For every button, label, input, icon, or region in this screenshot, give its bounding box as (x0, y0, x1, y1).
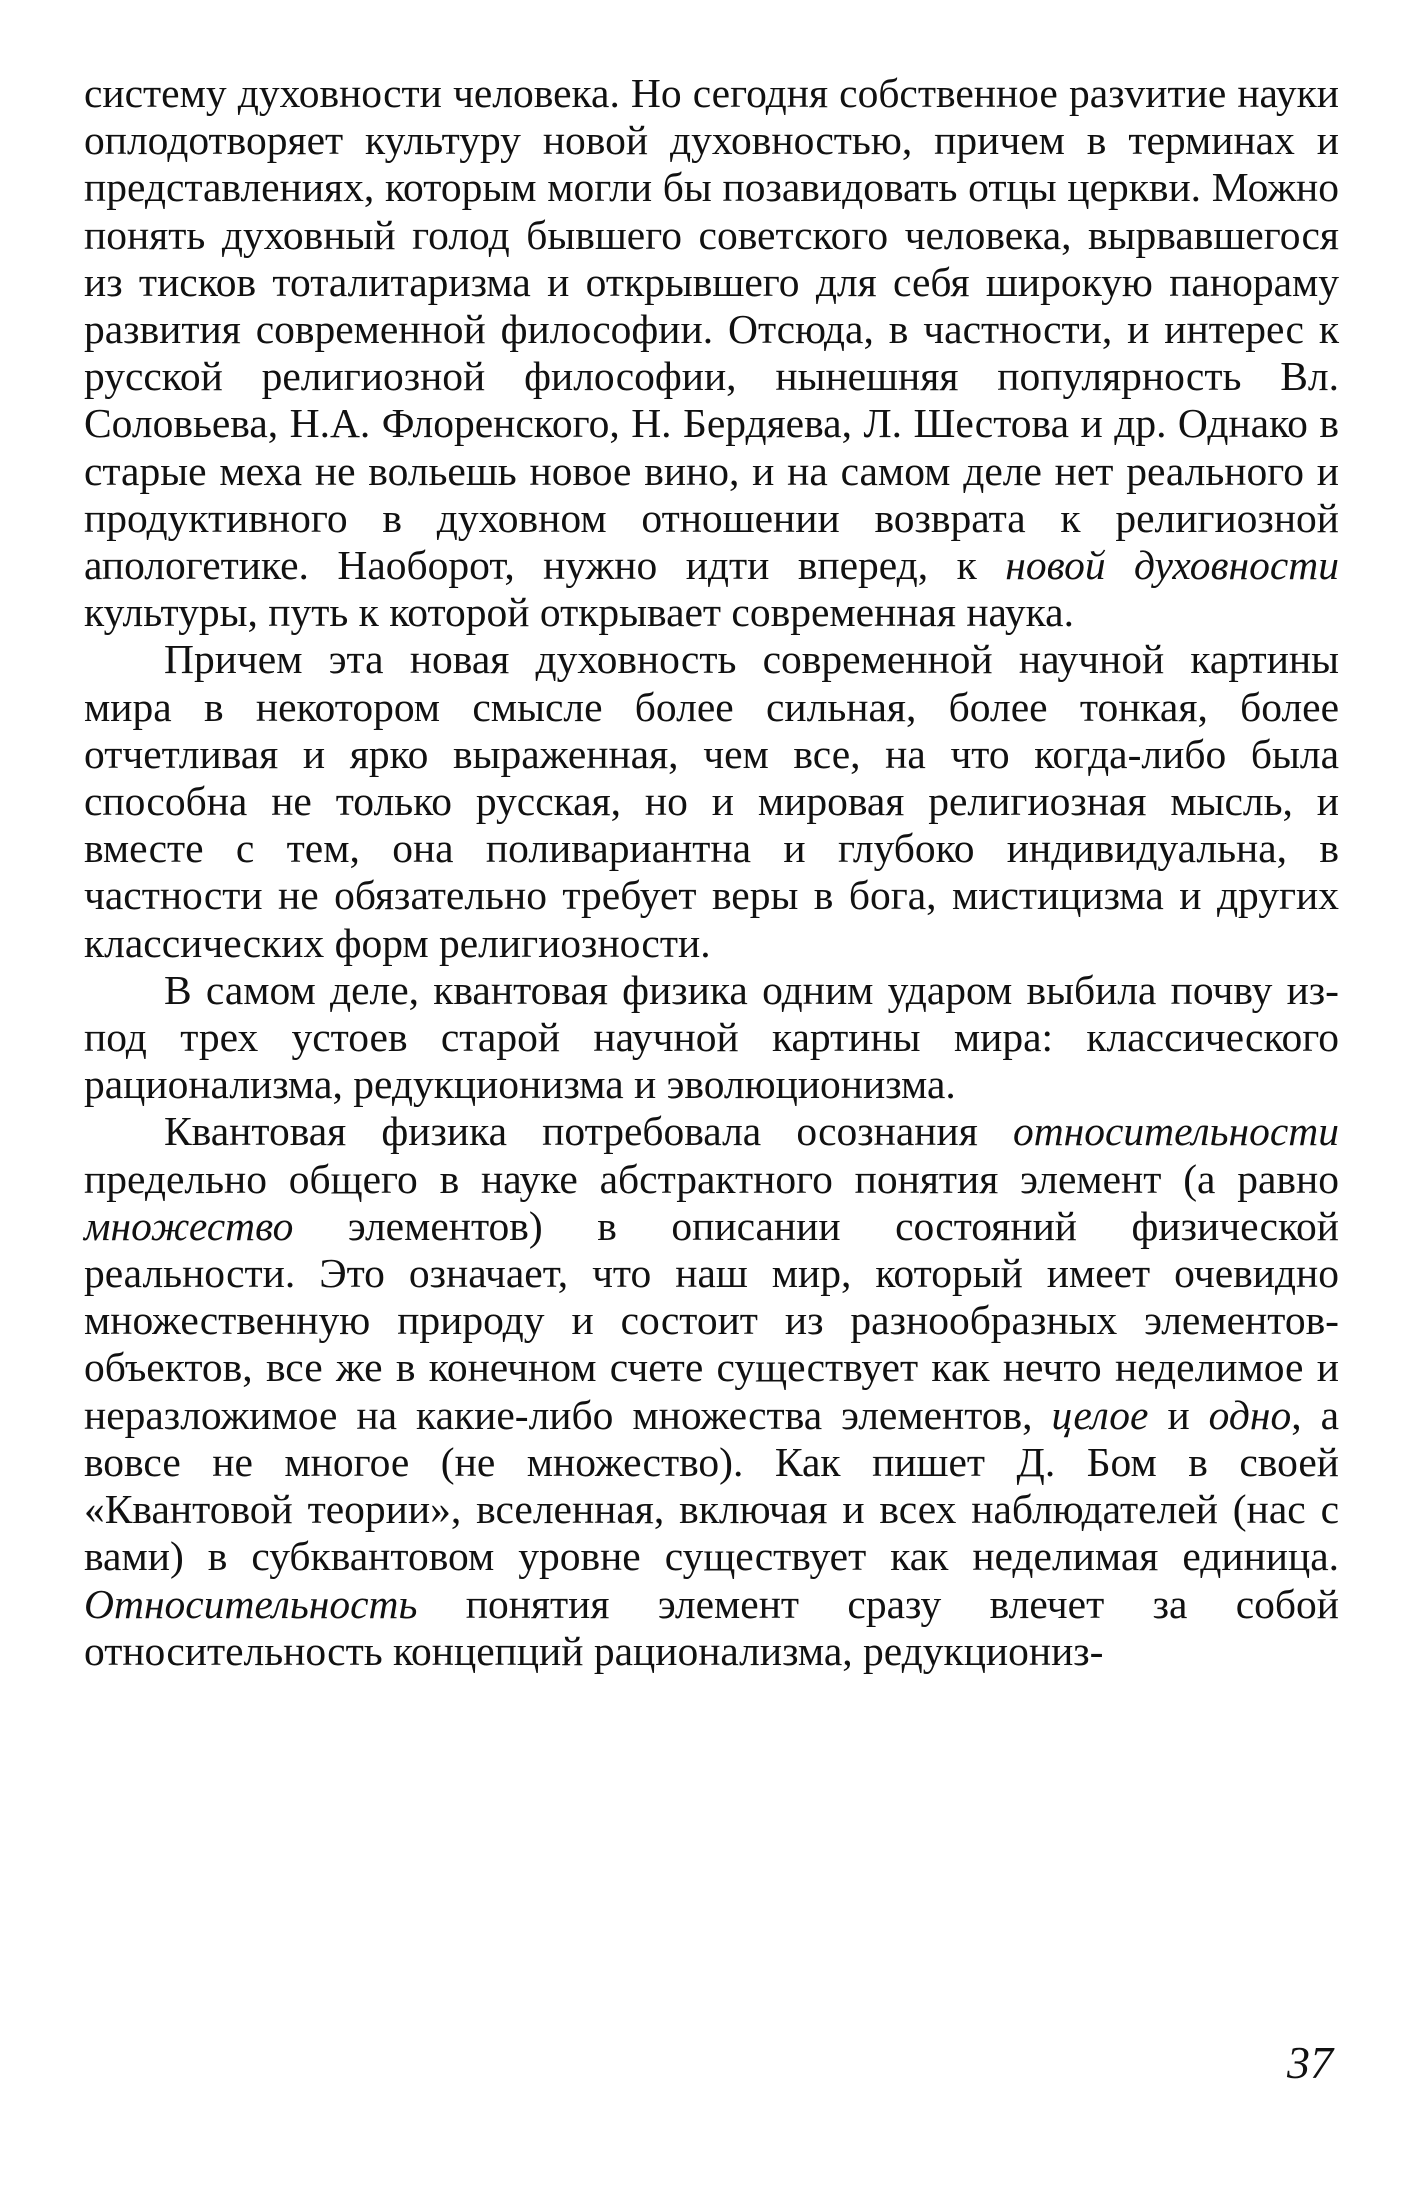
paragraph-3 (84, 967, 1339, 1109)
text-run: предельно общего в науке абстрактного понятия элемент (а равно (84, 1155, 1339, 1202)
text-run: элементов) в описании состояний физической реальности. Это означает, что наш мир, который имеет очевидно множественную природу и состоит из разнообразных элементов-объектов, все же в конечном счете существует как нечто неделимое и неразложимое на какие-либо множества элементов, (84, 1202, 1339, 1438)
text-run: В самом деле, квантовая физика одним ударом выбила почву из-под трех устоев старой научной картины мира: классического рационализма, редукционизма и эволюционизма. (84, 966, 1339, 1108)
text-run: , а вовсе не многое (не множество). Как пишет Д. Бом в своей «Квантовой теории», вселенная, включая и всех наблюдателей (нас с вами) в субквантовом уровне существует как неделимая единица. (84, 1391, 1339, 1580)
text-run: и (1148, 1391, 1209, 1438)
text-run: Причем эта новая духовность современной научной картины мира в некотором смысле более сильная, более тонкая, более отчетливая и ярко выраженная, чем все, на что когда-либо была способна не только русская, но и мировая религиозная мысль, и вместе с тем, она поливариантна и глубоко индивидуальна, в частности не обязательно требует веры в бога, мистицизма и других классических форм религиозности. (84, 636, 1339, 966)
text-run: Квантовая физика потребовала осознания (164, 1108, 1013, 1155)
page-number: 37 (1287, 2037, 1333, 2088)
text-run: систему духовности человека. Но сегодня собственное разvитие науки оплодотворяет культуру новой духовностью, причем в терминах и представлениях, которым могли бы позавидовать отцы церкви. Можно понять духовный голод бывшего советского человека, вырвавшегося из тисков тоталитаризма и открывшего для себя широкую панораму развития современной философии. Отсюда, в частности, и интерес к русской религиозной философии, нынешняя популярность Вл. Соловьева, Н.А. Флоренского, Н. Бердяева, Л. Шестова и др. Однако в старые меха не вольешь новое вино, и на самом деле нет реального и продуктивного в духовном отношении возврата к религиозной апологетике. Наоборот, нужно идти вперед, к (84, 70, 1339, 589)
italic-run: относительности (1012, 1108, 1339, 1155)
page-body (84, 70, 1339, 1675)
italic-run: новой духовности (1005, 542, 1339, 589)
italic-run: Относительность (84, 1580, 418, 1627)
italic-run: целое (1051, 1391, 1149, 1438)
text-run: понятия элемент сразу влечет за собой относительность концепций рационализма, редукциониз- (84, 1580, 1339, 1674)
paragraph-4 (84, 1108, 1339, 1674)
paragraph-1 (84, 70, 1339, 636)
italic-run: одно (1208, 1391, 1292, 1438)
italic-run: множество (84, 1202, 294, 1249)
text-run: культуры, путь к которой открывает современная наука. (84, 589, 1074, 636)
paragraph-2 (84, 636, 1339, 966)
